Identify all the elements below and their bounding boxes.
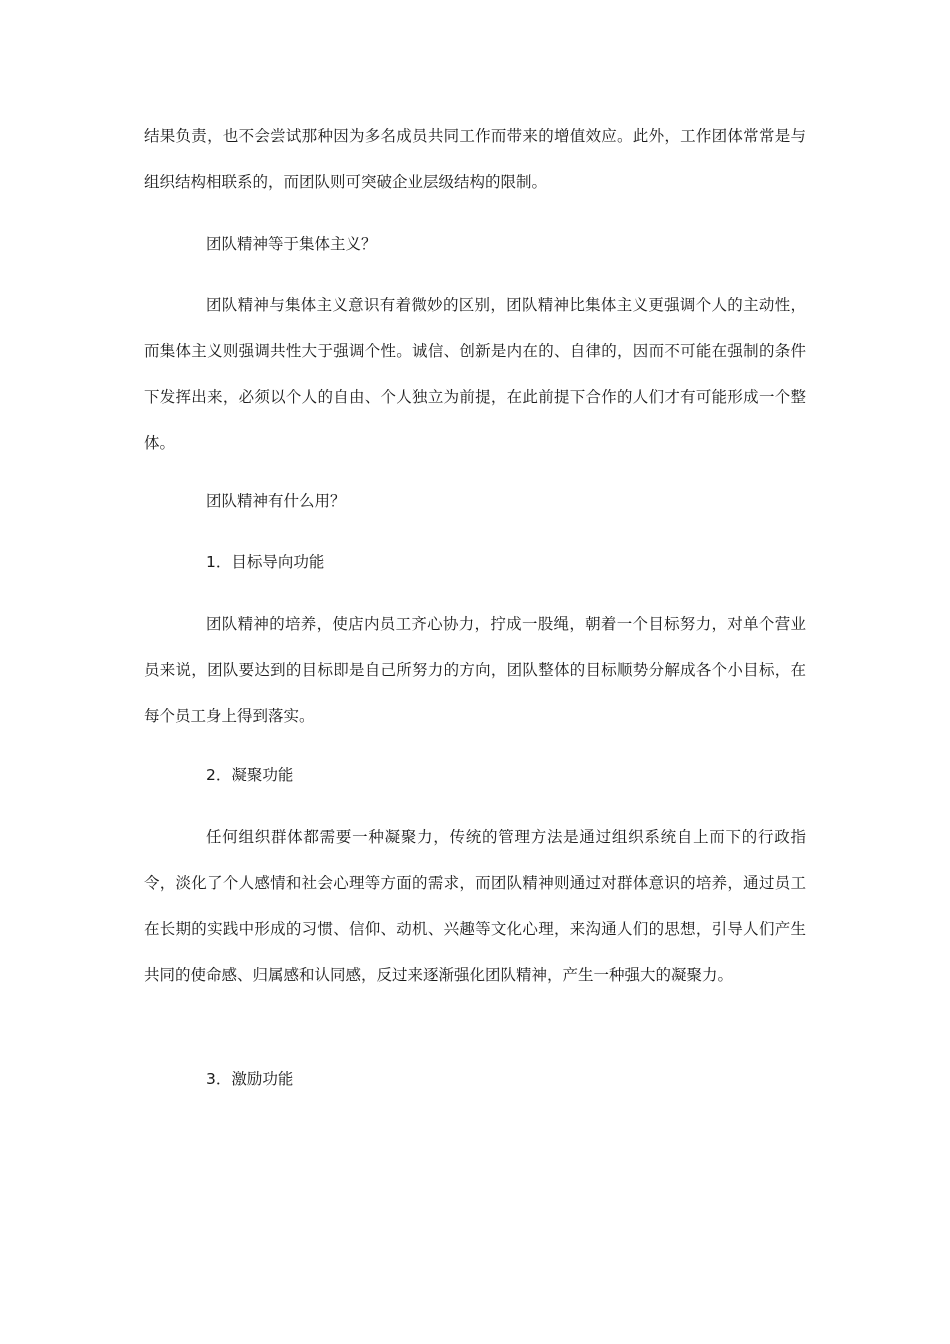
paragraph-goal-orientation: 团队精神的培养，使店内员工齐心协力，拧成一股绳，朝着一个目标努力，对单个营业员来说，团队要达到的目标即是自己所努力的方向，团队整体的目标顺势分解成各个小目标，在每个员工身上得到落实。 <box>144 615 806 725</box>
paragraph-cohesion: 任何组织群体都需要一种凝聚力，传统的管理方法是通过组织系统自上而下的行政指令，淡化了个人感情和社会心理等方面的需求，而团队精神则通过对群体意识的培养，通过员工在长期的实践中形成的习惯、信仰、动机、兴趣等文化心理，来沟通人们的思想，引导人们产生共同的使命感、归属感和认同感，反过来逐渐强化团队精神，产生一种强大的凝聚力。 <box>144 828 806 984</box>
paragraph-collectivism: 团队精神与集体主义意识有着微妙的区别，团队精神比集体主义更强调个人的主动性，而集体主义则强调共性大于强调个性。诚信、创新是内在的、自律的，因而不可能在强制的条件下发挥出来，必须以个人的自由、个人独立为前提，在此前提下合作的人们才有可能形成一个整体。 <box>144 296 806 452</box>
paragraph-continuation: 结果负责，也不会尝试那种因为多名成员共同工作而带来的增值效应。此外，工作团体常常是与组织结构相联系的，而团队则可突破企业层级结构的限制。 <box>144 127 806 191</box>
section-heading-cohesion: 2．凝聚功能 <box>206 766 294 784</box>
question-heading-collectivism: 团队精神等于集体主义？ <box>206 235 377 253</box>
section-heading-goal-orientation: 1．目标导向功能 <box>206 553 325 571</box>
section-heading-motivation: 3．激励功能 <box>206 1070 294 1088</box>
question-heading-usefulness: 团队精神有什么用？ <box>206 492 346 510</box>
